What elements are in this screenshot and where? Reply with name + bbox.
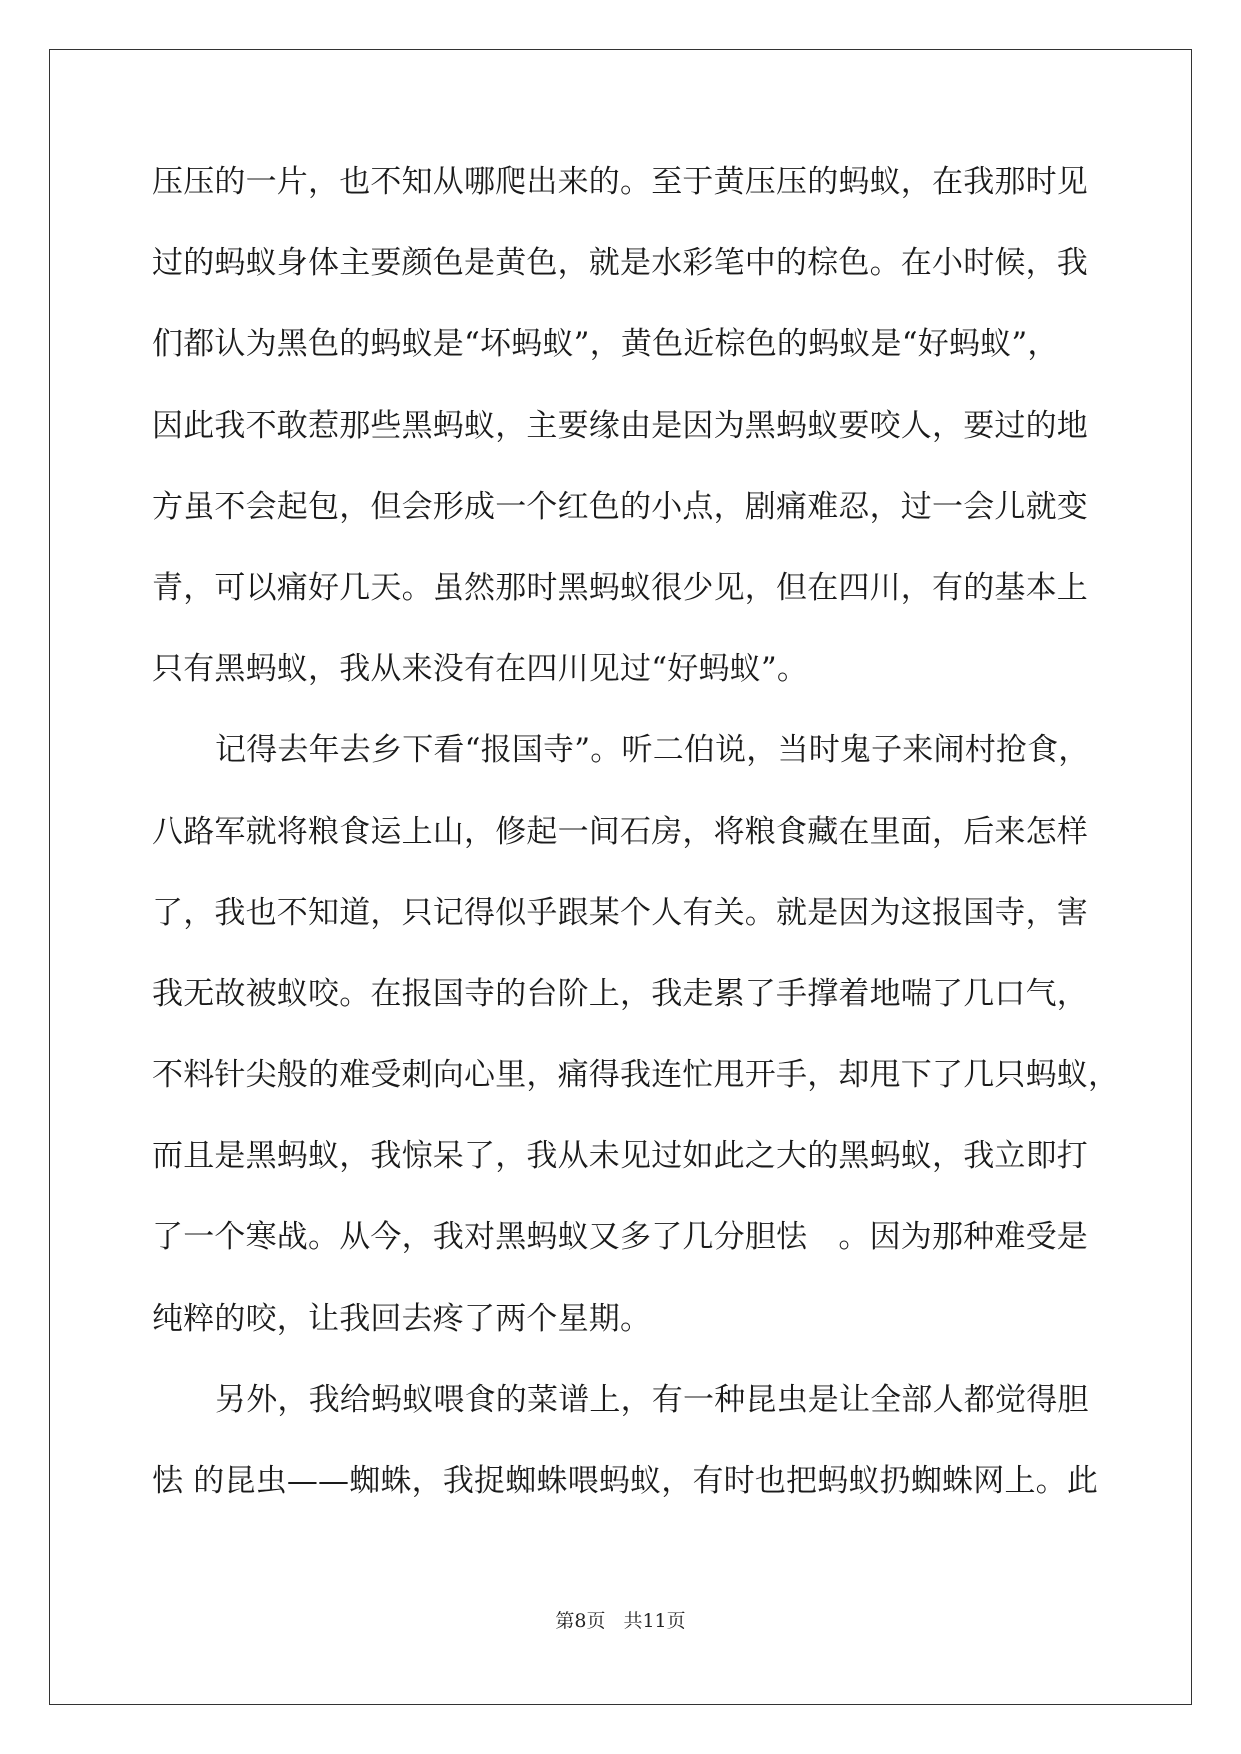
text-line: 纯粹的咬，让我回去疼了两个星期。 [152,1300,652,1337]
text-line: 了，我也不知道，只记得似乎跟某个人有关。就是因为这报国寺，害 [152,894,1088,931]
text-line: 八路军就将粮食运上山，修起一间石房，将粮食藏在里面，后来怎样 [152,813,1088,850]
text-line: 过的蚂蚁身体主要颜色是黄色，就是水彩笔中的棕色。在小时候，我 [152,245,1088,282]
text-line: 了一个寒战。从今，我对黑蚂蚁又多了几分胆怯 。因为那种难受是 [152,1219,1088,1256]
text-line: 方虽不会起包，但会形成一个红色的小点，剧痛难忍，过一会儿就变 [152,488,1088,525]
text-line: 我无故被蚁咬。在报国寺的台阶上，我走累了手撑着地喘了几口气， [152,975,1088,1012]
text-line: 不料针尖般的难受刺向心里，痛得我连忙甩开手，却甩下了几只蚂蚁， [152,1057,1120,1094]
text-line: 因此我不敢惹那些黑蚂蚁，主要缘由是因为黑蚂蚁要咬人，要过的地 [152,407,1088,444]
text-line: 压压的一片，也不知从哪爬出来的。至于黄压压的蚂蚁，在我那时见 [152,164,1088,200]
text-line: 怯 的昆虫——蜘蛛，我捉蜘蛛喂蚂蚁，有时也把蚂蚁扔蜘蛛网上。此 [152,1463,1099,1499]
document-body [152,158,1120,1538]
text-line: 只有黑蚂蚁，我从来没有在四川见过“好蚂蚁”。 [152,651,809,688]
page-number-current: 第8页 [555,1610,606,1632]
paragraph-first-line: 另外，我给蚂蚁喂食的菜谱上，有一种昆虫是让全部人都觉得胆 [215,1381,1089,1418]
text-line: 而且是黑蚂蚁，我惊呆了，我从未见过如此之大的黑蚂蚁，我立即打 [152,1138,1088,1175]
text-line: 青，可以痛好几天。虽然那时黑蚂蚁很少见，但在四川，有的基本上 [152,569,1088,606]
page-number-total: 共11页 [623,1610,686,1632]
text-line: 们都认为黑色的蚂蚁是“坏蚂蚁”，黄色近棕色的蚂蚁是“好蚂蚁”， [152,326,1059,363]
page-footer [0,1609,1241,1633]
paragraph-first-line: 记得去年去乡下看“报国寺”。听二伯说，当时鬼子来闹村抢食， [215,732,1090,769]
